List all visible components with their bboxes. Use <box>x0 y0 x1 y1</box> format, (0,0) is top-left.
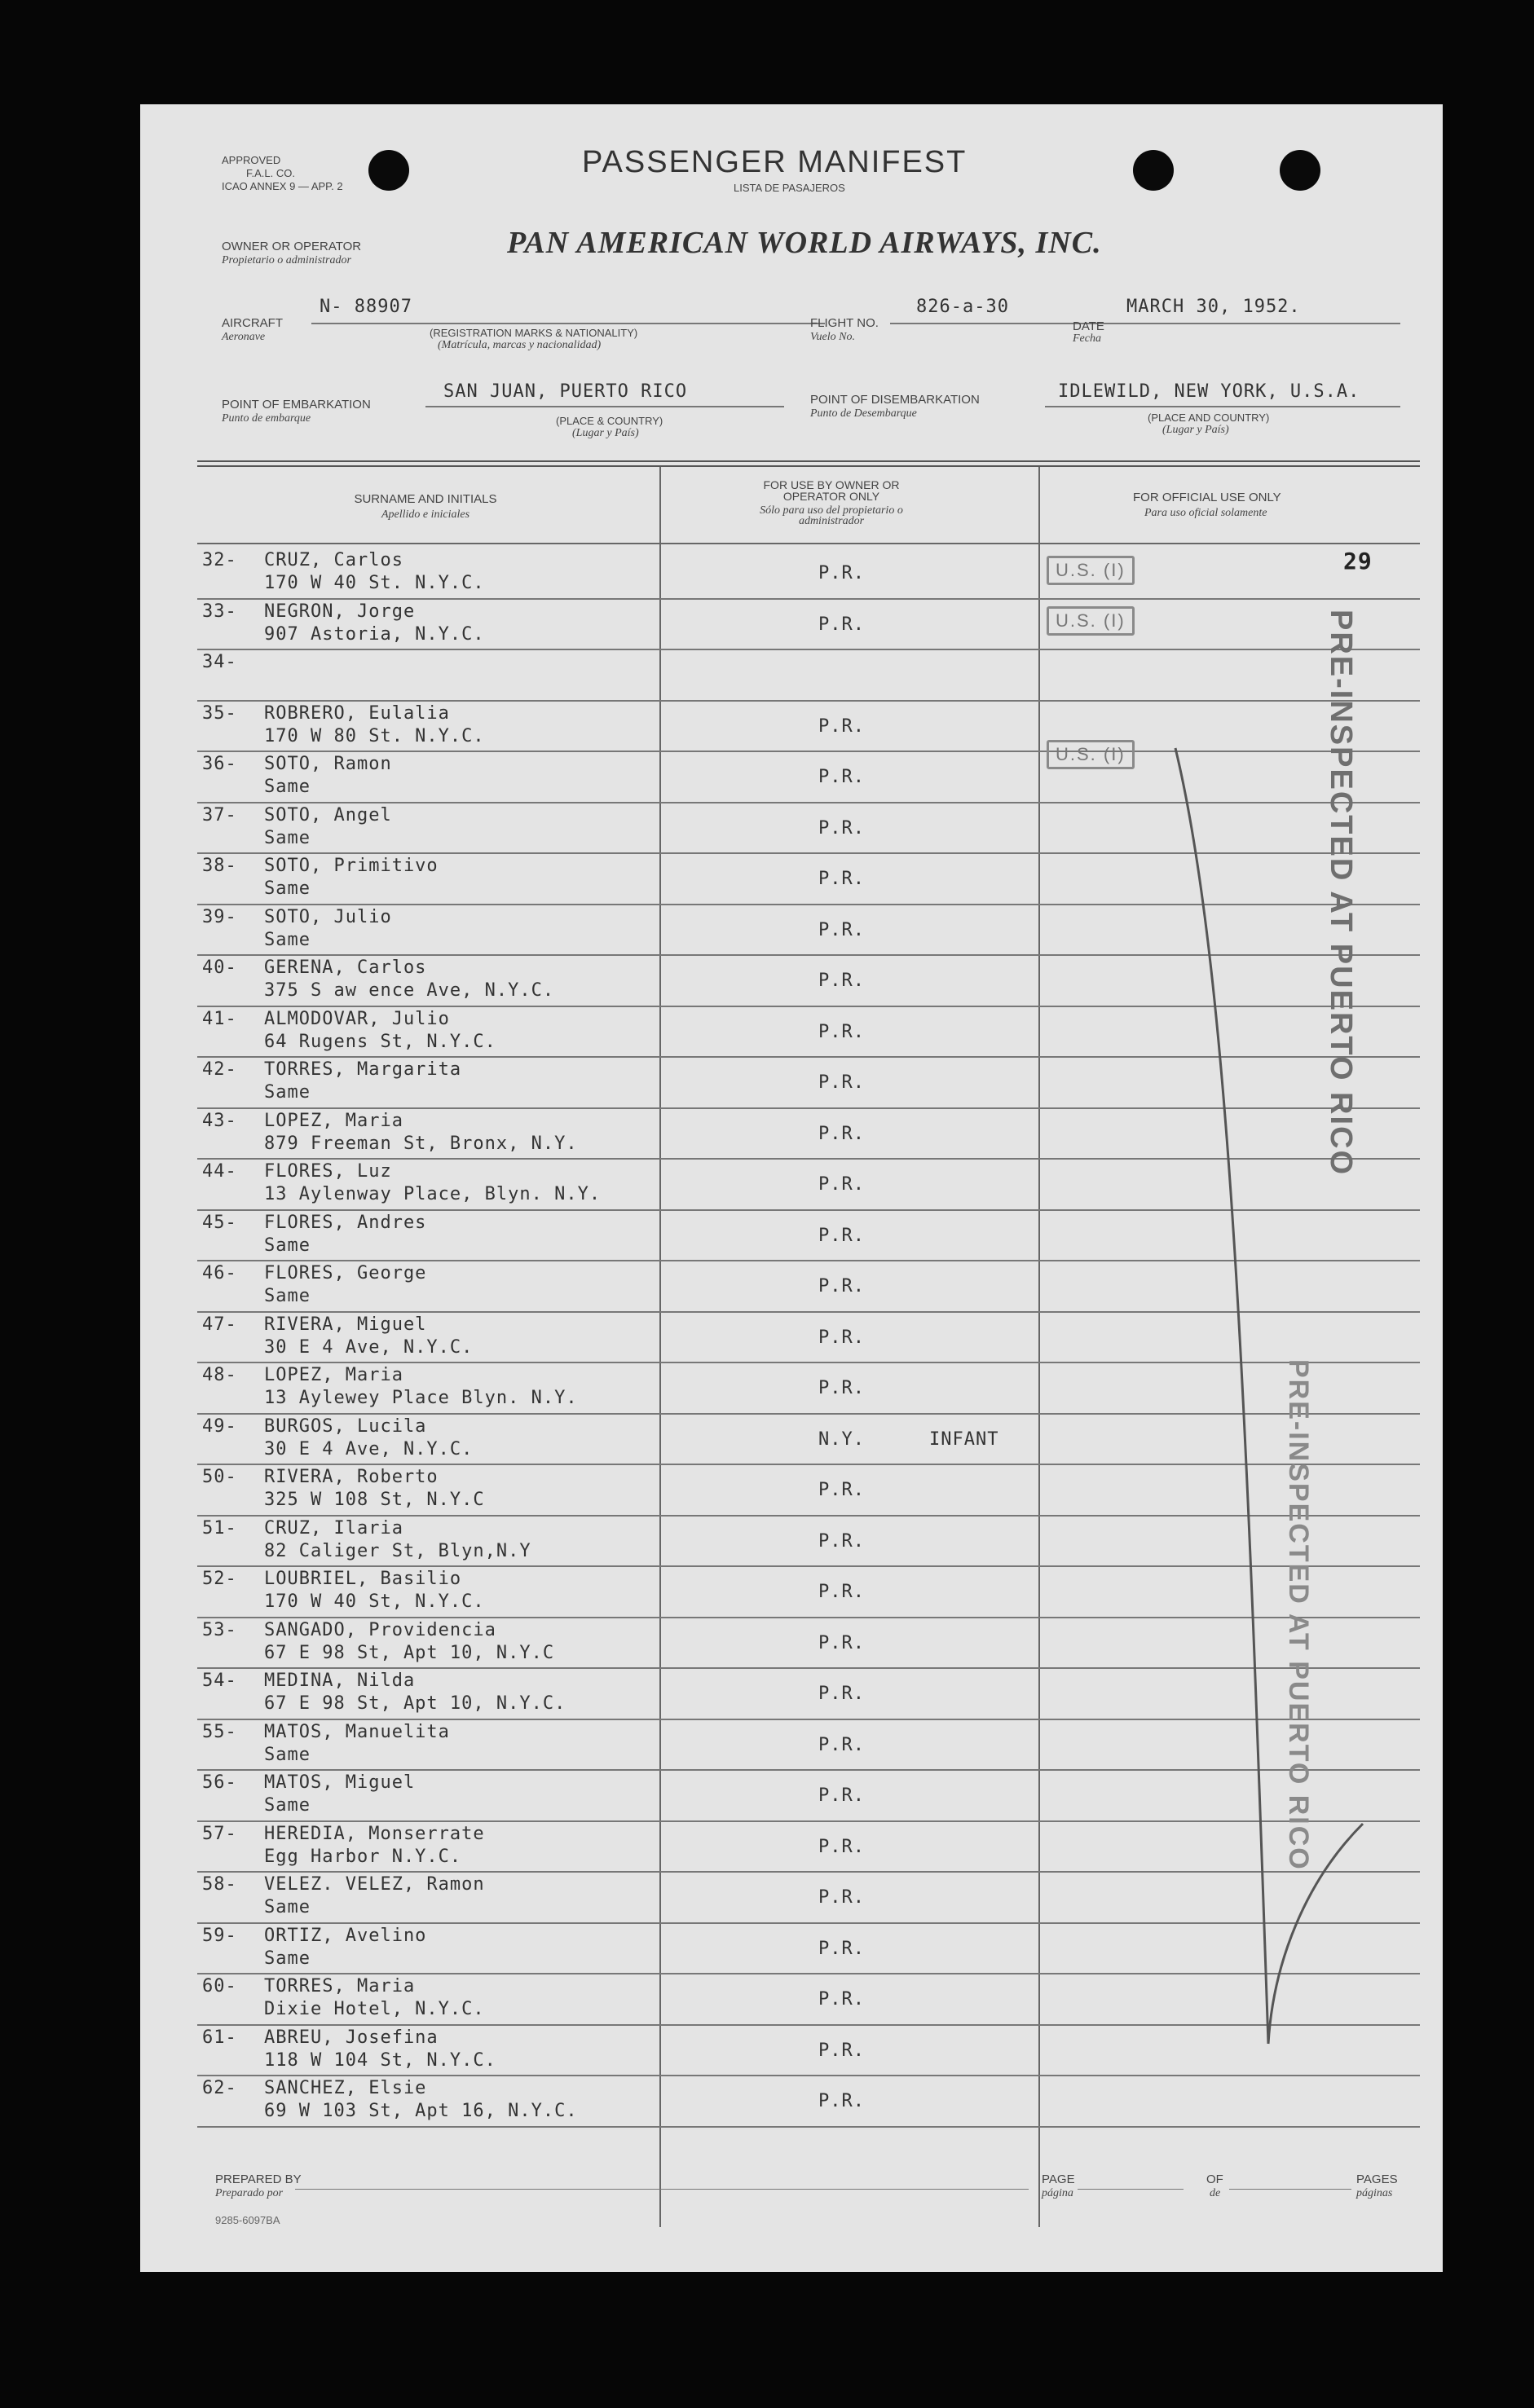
col-header-official: FOR OFFICIAL USE ONLY <box>1133 491 1281 504</box>
owner-use-value: P.R. <box>818 1785 865 1806</box>
passenger-number: 50- <box>202 1467 237 1487</box>
prepared-underline <box>295 2189 1029 2190</box>
passenger-address: 13 Aylewey Place Blyn. N.Y. <box>264 1388 578 1408</box>
owner-use-value: P.R. <box>818 1734 865 1755</box>
owner-use-value: N.Y. <box>818 1429 865 1450</box>
passenger-address: 907 Astoria, N.Y.C. <box>264 623 485 645</box>
passenger-number: 58- <box>202 1874 237 1895</box>
passenger-number: 48- <box>202 1365 237 1385</box>
passenger-number: 37- <box>202 804 237 825</box>
date-value: MARCH 30, 1952. <box>1126 297 1301 317</box>
disembark-underline <box>1045 406 1400 407</box>
us-stamp: U.S. (I) <box>1047 556 1135 585</box>
passenger-address: 325 W 108 St, N.Y.C <box>264 1490 485 1510</box>
owner-label: OWNER OR OPERATOR <box>222 240 362 253</box>
owner-use-value: P.R. <box>818 2040 865 2061</box>
table-row <box>140 600 1443 651</box>
punch-hole <box>1280 150 1320 191</box>
passenger-address: Same <box>264 1948 311 1969</box>
passenger-address: Same <box>264 777 311 797</box>
passenger-name: GERENA, Carlos <box>264 957 427 978</box>
passenger-number: 61- <box>202 2027 237 2048</box>
page-label: PAGE <box>1042 2172 1075 2186</box>
passenger-number: 33- <box>202 601 237 622</box>
owner-use-value: P.R. <box>818 767 865 787</box>
passenger-address: 118 W 104 St, N.Y.C. <box>264 2049 496 2071</box>
passenger-name: CRUZ, Ilaria <box>264 1517 403 1539</box>
passenger-note: INFANT <box>929 1429 999 1450</box>
passenger-number: 55- <box>202 1721 237 1742</box>
table-row <box>140 650 1443 702</box>
aircraft-label-es: Aeronave <box>222 331 266 343</box>
approval-code-line2: F.A.L. CO. <box>246 167 295 179</box>
passenger-address: Same <box>264 929 311 950</box>
owner-use-value: P.R. <box>818 1123 865 1144</box>
passenger-number: 45- <box>202 1212 237 1233</box>
pencil-check-mark <box>1037 740 1412 2247</box>
owner-use-value: P.R. <box>818 1836 865 1857</box>
pages-label-es: páginas <box>1356 2187 1393 2199</box>
passenger-name: SOTO, Ramon <box>264 754 392 774</box>
owner-use-value: P.R. <box>818 919 865 940</box>
passenger-number: 47- <box>202 1314 237 1335</box>
official-count: 29 <box>1343 548 1373 574</box>
passenger-number: 38- <box>202 856 237 876</box>
owner-use-value: P.R. <box>818 1276 865 1296</box>
form-code: 9285-6097BA <box>215 2214 280 2226</box>
passenger-name: TORRES, Maria <box>264 1976 416 1996</box>
passenger-name: SOTO, Primitivo <box>264 856 439 876</box>
owner-use-value: P.R. <box>818 1632 865 1653</box>
passenger-address: Same <box>264 1795 311 1816</box>
passenger-name: BURGOS, Lucila <box>264 1415 427 1437</box>
table-header-rule <box>197 543 1420 544</box>
owner-use-value: P.R. <box>818 1072 865 1093</box>
disembark-caption-es: (Lugar y País) <box>1162 424 1229 436</box>
owner-use-value: P.R. <box>818 1989 865 2010</box>
passenger-address: Same <box>264 1235 311 1256</box>
passenger-name: FLORES, Luz <box>264 1161 392 1182</box>
passenger-address: 170 W 80 St. N.Y.C. <box>264 725 485 746</box>
aircraft-label: AIRCRAFT <box>222 316 283 330</box>
passenger-number: 49- <box>202 1415 237 1437</box>
passenger-number: 40- <box>202 957 237 978</box>
col-header-official-es: Para uso oficial solamente <box>1144 507 1267 519</box>
prepared-label-es: Preparado por <box>215 2187 284 2199</box>
passenger-address: 170 W 40 St, N.Y.C. <box>264 1591 485 1612</box>
owner-use-value: P.R. <box>818 1684 865 1704</box>
passenger-address: Same <box>264 827 311 848</box>
punch-hole <box>1133 150 1174 191</box>
passenger-address: Egg Harbor N.Y.C. <box>264 1846 462 1867</box>
passenger-name: LOPEZ, Maria <box>264 1365 403 1385</box>
disembark-caption: (PLACE AND COUNTRY) <box>1148 412 1270 424</box>
passenger-name: FLORES, Andres <box>264 1212 427 1233</box>
passenger-address: Same <box>264 1744 311 1765</box>
owner-use-value: P.R. <box>818 1327 865 1348</box>
of-underline <box>1229 2189 1351 2190</box>
passenger-address: 375 S aw ence Ave, N.Y.C. <box>264 980 555 1001</box>
passenger-name: NEGRON, Jorge <box>264 601 416 622</box>
owner-use-value: P.R. <box>818 563 865 583</box>
passenger-number: 39- <box>202 906 237 927</box>
passenger-number: 62- <box>202 2078 237 2098</box>
punch-hole <box>368 150 409 191</box>
page-label-es: página <box>1042 2187 1073 2199</box>
owner-use-value: P.R. <box>818 1938 865 1959</box>
passenger-address: Same <box>264 1286 311 1306</box>
passenger-address: 69 W 103 St, Apt 16, N.Y.C. <box>264 2101 578 2121</box>
passenger-name: LOPEZ, Maria <box>264 1110 403 1131</box>
passenger-name: HEREDIA, Monserrate <box>264 1823 485 1844</box>
embark-caption-es: (Lugar y País) <box>572 427 639 439</box>
passenger-address: 170 W 40 St. N.Y.C. <box>264 573 485 593</box>
passenger-name: TORRES, Margarita <box>264 1059 462 1080</box>
us-stamp: U.S. (I) <box>1047 740 1135 769</box>
disembark-value: IDLEWILD, NEW YORK, U.S.A. <box>1058 381 1360 402</box>
passenger-number: 42- <box>202 1059 237 1080</box>
passenger-number: 53- <box>202 1619 237 1640</box>
col-header-owner: FOR USE BY OWNER OR OPERATOR ONLY <box>763 478 900 503</box>
passenger-number: 46- <box>202 1263 237 1283</box>
passenger-number: 57- <box>202 1823 237 1844</box>
aircraft-underline <box>311 323 825 324</box>
disembark-label-es: Punto de Desembarque <box>810 407 917 420</box>
passenger-name: ABREU, Josefina <box>264 2027 439 2048</box>
passenger-address: 67 E 98 St, Apt 10, N.Y.C <box>264 1642 555 1663</box>
passenger-number: 44- <box>202 1161 237 1182</box>
passenger-number: 59- <box>202 1925 237 1946</box>
passenger-name: SOTO, Angel <box>264 804 392 825</box>
owner-use-value: P.R. <box>818 1225 865 1246</box>
passenger-number: 36- <box>202 754 237 774</box>
pages-label: PAGES <box>1356 2172 1398 2186</box>
flight-label: FLIGHT NO. <box>810 316 879 330</box>
passenger-name: ORTIZ, Avelino <box>264 1925 427 1946</box>
passenger-name: ALMODOVAR, Julio <box>264 1008 450 1029</box>
passenger-address: 13 Aylenway Place, Blyn. N.Y. <box>264 1184 602 1204</box>
owner-use-value: P.R. <box>818 1378 865 1398</box>
table-top-rule <box>197 460 1420 462</box>
registration-caption-es: (Matrícula, marcas y nacionalidad) <box>438 339 602 351</box>
of-label: OF <box>1206 2172 1223 2186</box>
date-underline <box>1110 323 1400 324</box>
passenger-number: 32- <box>202 550 237 570</box>
owner-use-value: P.R. <box>818 2091 865 2111</box>
passenger-name: ROBRERO, Eulalia <box>264 702 450 724</box>
date-label-es: Fecha <box>1073 332 1101 345</box>
passenger-address: Same <box>264 878 311 899</box>
of-label-es: de <box>1210 2187 1221 2199</box>
passenger-name: RIVERA, Roberto <box>264 1467 439 1487</box>
passenger-number: 54- <box>202 1671 237 1691</box>
passenger-name: SOTO, Julio <box>264 906 392 927</box>
owner-use-value: P.R. <box>818 1887 865 1908</box>
passenger-number: 41- <box>202 1008 237 1029</box>
passenger-number: 56- <box>202 1772 237 1793</box>
manifest-sheet <box>140 104 1443 2272</box>
owner-use-value: P.R. <box>818 1582 865 1602</box>
passenger-number: 35- <box>202 702 237 724</box>
owner-name: PAN AMERICAN WORLD AIRWAYS, INC. <box>507 226 1102 260</box>
passenger-name: VELEZ. VELEZ, Ramon <box>264 1874 485 1895</box>
passenger-name: CRUZ, Carlos <box>264 550 403 570</box>
passenger-address: Same <box>264 1082 311 1103</box>
passenger-name: RIVERA, Miguel <box>264 1314 427 1335</box>
us-stamp: U.S. (I) <box>1047 606 1135 636</box>
approval-code-line1: APPROVED <box>222 154 281 166</box>
passenger-number: 51- <box>202 1517 237 1539</box>
passenger-name: LOUBRIEL, Basilio <box>264 1569 462 1589</box>
owner-use-value: P.R. <box>818 715 865 737</box>
embark-label: POINT OF EMBARKATION <box>222 398 371 412</box>
passenger-name: MEDINA, Nilda <box>264 1671 416 1691</box>
passenger-address: 64 Rugens St, N.Y.C. <box>264 1031 496 1052</box>
passenger-number: 43- <box>202 1110 237 1131</box>
col-header-surname: SURNAME AND INITIALS <box>354 492 497 506</box>
table-top-rule-2 <box>197 465 1420 467</box>
passenger-name: SANGADO, Providencia <box>264 1619 496 1640</box>
passenger-address: 67 E 98 St, Apt 10, N.Y.C. <box>264 1693 566 1714</box>
owner-use-value: P.R. <box>818 869 865 889</box>
owner-use-value: P.R. <box>818 614 865 635</box>
passenger-name: FLORES, George <box>264 1263 427 1283</box>
flight-label-es: Vuelo No. <box>810 331 855 343</box>
disembark-label: POINT OF DISEMBARKATION <box>810 393 980 407</box>
registration-caption: (REGISTRATION MARKS & NATIONALITY) <box>430 327 638 339</box>
embark-underline <box>425 406 784 407</box>
passenger-number: 34- <box>202 652 237 672</box>
passenger-address: 82 Caliger St, Blyn,N.Y <box>264 1540 531 1561</box>
col-header-owner-es: Sólo para uso del propietario o administrador <box>760 504 903 527</box>
passenger-address: Same <box>264 1897 311 1917</box>
preinspected-stamp: PRE-INSPECTED AT PUERTO RICO <box>1324 610 1358 1177</box>
passenger-name: MATOS, Manuelita <box>264 1721 450 1742</box>
owner-use-value: P.R. <box>818 817 865 839</box>
approval-code-line3: ICAO ANNEX 9 — APP. 2 <box>222 180 343 192</box>
passenger-address: 30 E 4 Ave, N.Y.C. <box>264 1438 474 1459</box>
passenger-address: 879 Freeman St, Bronx, N.Y. <box>264 1133 578 1154</box>
passenger-address: Dixie Hotel, N.Y.C. <box>264 1999 485 2019</box>
owner-use-value: P.R. <box>818 971 865 991</box>
owner-use-value: P.R. <box>818 1174 865 1195</box>
passenger-name: MATOS, Miguel <box>264 1772 416 1793</box>
page-underline <box>1078 2189 1184 2190</box>
owner-label-es: Propietario o administrador <box>222 254 351 266</box>
flight-value: 826-a-30 <box>916 297 1009 317</box>
preinspected-stamp-faded: PRE-INSPECTED AT PUERTO RICO <box>1283 1359 1314 1871</box>
prepared-label: PREPARED BY <box>215 2172 302 2186</box>
passenger-number: 60- <box>202 1976 237 1996</box>
passenger-number: 52- <box>202 1569 237 1589</box>
owner-use-value: P.R. <box>818 1480 865 1500</box>
page-title: PASSENGER MANIFEST <box>582 145 968 179</box>
embark-label-es: Punto de embarque <box>222 412 311 425</box>
table-row <box>140 548 1443 600</box>
embark-value: SAN JUAN, PUERTO RICO <box>443 381 688 402</box>
passenger-address: 30 E 4 Ave, N.Y.C. <box>264 1336 474 1358</box>
owner-use-value: P.R. <box>818 1530 865 1552</box>
page-title-es: LISTA DE PASAJEROS <box>734 182 845 194</box>
col-header-surname-es: Apellido e iniciales <box>381 508 470 521</box>
passenger-name: SANCHEZ, Elsie <box>264 2078 427 2098</box>
aircraft-value: N- 88907 <box>320 297 412 317</box>
date-label: DATE <box>1073 319 1104 333</box>
embark-caption: (PLACE & COUNTRY) <box>556 415 663 427</box>
owner-use-value: P.R. <box>818 1021 865 1042</box>
